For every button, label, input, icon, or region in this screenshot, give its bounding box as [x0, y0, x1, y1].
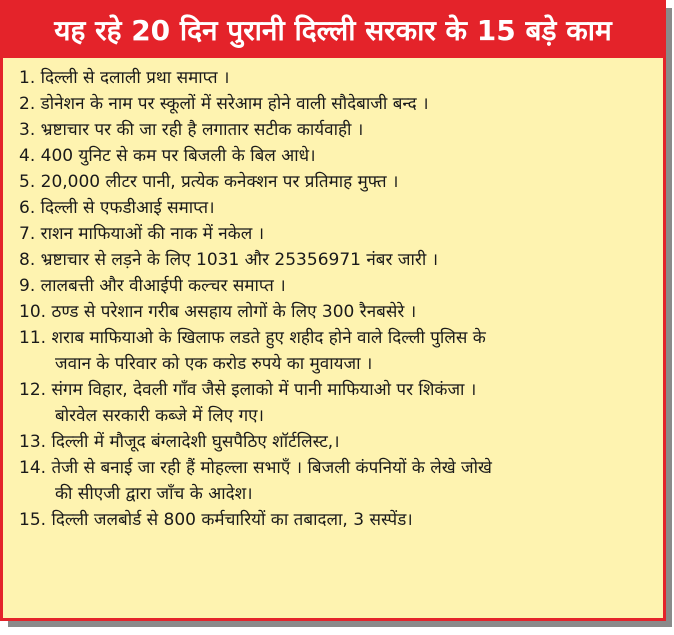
- list-item-text: 1. दिल्ली से दलाली प्रथा समाप्त ।: [19, 68, 230, 88]
- list-item-text: 10. ठण्ड से परेशान गरीब असहाय लोगों के लिए 300 रैनबसेरे ।: [19, 302, 417, 322]
- list-item: [3, 325, 663, 377]
- list-item-text: 5. 20,000 लीटर पानी, प्रत्येक कनेक्शन पर प्रतिमाह मुफ्त ।: [19, 172, 399, 192]
- list-item-text: 3. भ्रष्टाचार पर की जा रही है लगातार सटीक कार्यवाही ।: [19, 120, 364, 140]
- list-item: [3, 247, 663, 273]
- list-item: [3, 455, 663, 507]
- list-item: [3, 195, 663, 221]
- list-item: [3, 299, 663, 325]
- list-item: [3, 273, 663, 299]
- list-item: [3, 429, 663, 455]
- list-item-text: 6. दिल्ली से एफडीआई समाप्त।: [19, 198, 215, 218]
- list-item-text: 11. शराब माफियाओ के खिलाफ लडते हुए शहीद होने वाले दिल्ली पुलिस के: [19, 328, 486, 348]
- list-item: [3, 143, 663, 169]
- headline-title: यह रहे 20 दिन पुरानी दिल्ली सरकार के 15 बड़े काम: [54, 14, 612, 47]
- list-item-text: 12. संगम विहार, देवली गाँव जैसे इलाको में पानी माफियाओ पर शिकंजा ।: [19, 380, 477, 400]
- list-item-text: 7. राशन माफियाओं की नाक में नकेल ।: [19, 224, 265, 244]
- list-item-text: 4. 400 युनिट से कम पर बिजली के बिल आधे।: [19, 146, 316, 166]
- list-item: [3, 91, 663, 117]
- list-item: [3, 65, 663, 91]
- list-item: [3, 169, 663, 195]
- list-item-text: 14. तेजी से बनाई जा रही हैं मोहल्ला सभाएँ । बिजली कंपनियों के लेखे जोखे: [19, 458, 492, 478]
- list-item: [3, 377, 663, 429]
- list-item-continuation: की सीएजी द्वारा जाँच के आदेश।: [55, 484, 253, 504]
- list-item-text: 9. लालबत्ती और वीआईपी कल्चर समाप्त ।: [19, 276, 286, 296]
- list-item-text: 15. दिल्ली जलबोर्ड से 800 कर्मचारियों का तबादला, 3 सस्पेंड।: [19, 510, 413, 530]
- card-shadow-bottom: [8, 621, 672, 627]
- list-item-text: 8. भ्रष्टाचार से लड़ने के लिए 1031 और 25356971 नंबर जारी ।: [19, 250, 439, 270]
- list-item: [3, 221, 663, 247]
- card-shadow-right: [666, 8, 672, 627]
- achievements-list: [3, 65, 663, 533]
- list-item-continuation: जवान के परिवार को एक करोड रुपये का मुवायजा ।: [55, 354, 373, 374]
- list-item-continuation: बोरवेल सरकारी कब्जे में लिए गए।: [55, 406, 265, 426]
- list-item: [3, 117, 663, 143]
- list-item-text: 2. डोनेशन के नाम पर स्कूलों में सरेआम होने वाली सौदेबाजी बन्द ।: [19, 94, 429, 114]
- list-item: [3, 507, 663, 533]
- headline-banner: [3, 3, 663, 58]
- list-item-text: 13. दिल्ली में मौजूद बंग्लादेशी घुसपैठिए शॉर्टलिस्ट,।: [19, 432, 340, 452]
